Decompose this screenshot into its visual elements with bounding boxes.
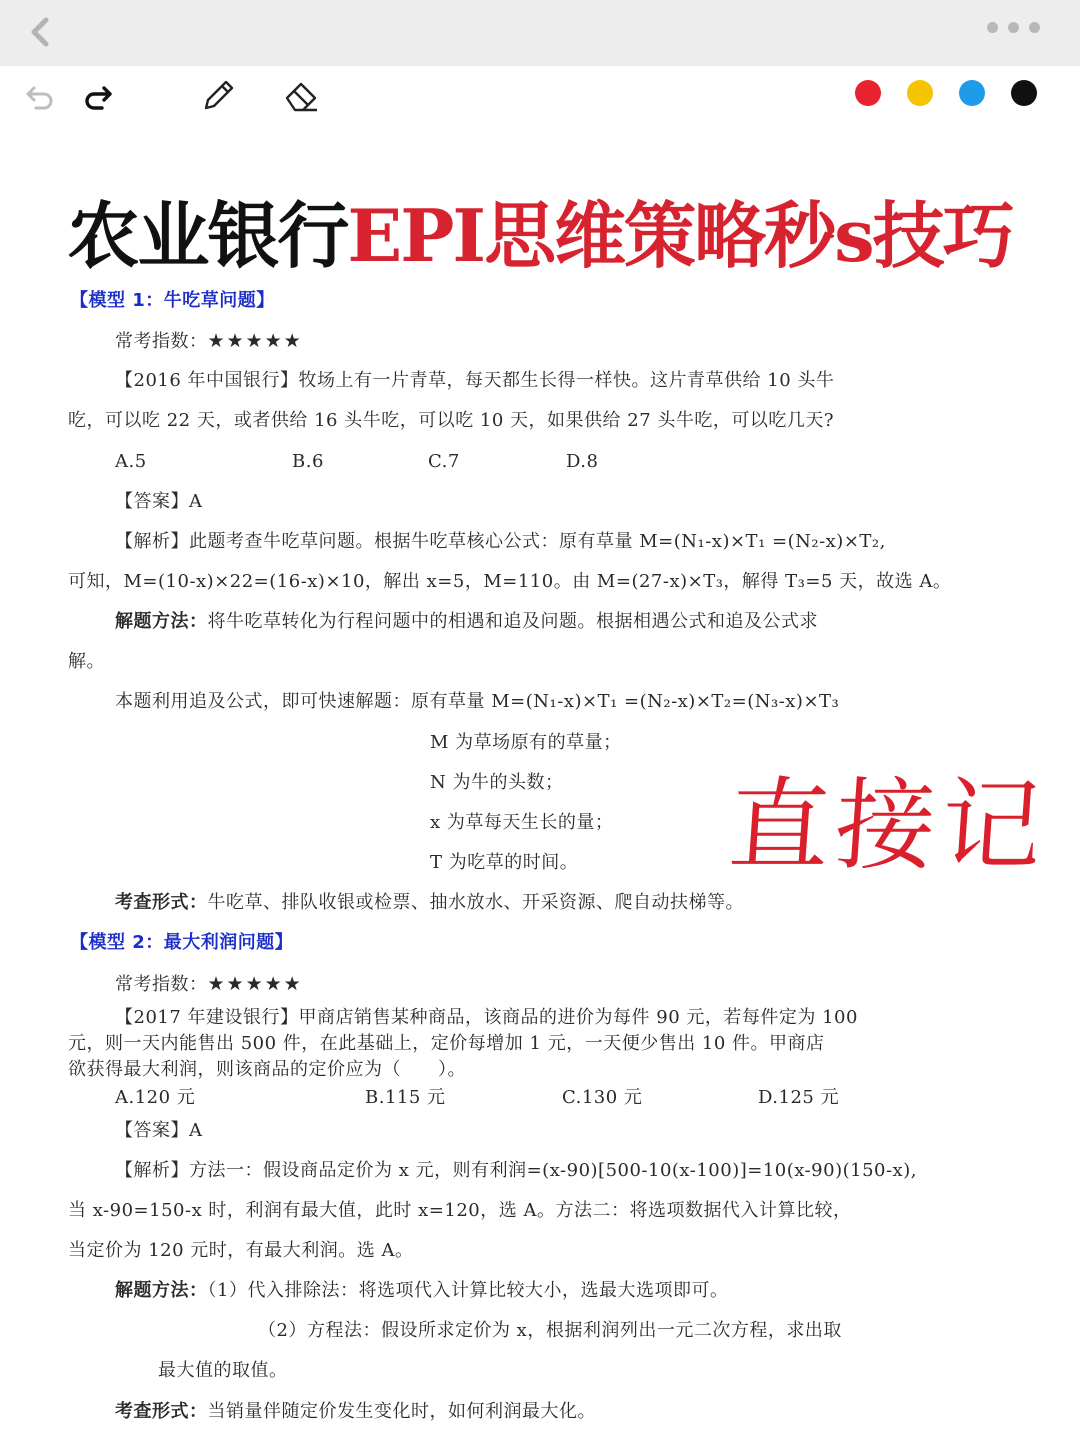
form-text: 当销量伴随定价发生变化时，如何利润最大化。 xyxy=(207,1401,596,1422)
color-red-swatch[interactable] xyxy=(855,80,881,106)
redo-icon xyxy=(82,82,114,110)
model1-method-line: 解。 xyxy=(68,651,105,672)
star-rating: ★★★★★ xyxy=(207,330,303,352)
model2-analysis-line: 【解析】方法一：假设商品定价为 x 元，则有利润=(x-90)[500-10(x-100)]=10(x-90)(150-x), xyxy=(115,1160,917,1181)
handwritten-annotation: 直接记 xyxy=(725,767,1052,884)
form-label: 考查形式： xyxy=(115,1401,208,1422)
model1-analysis-line: 可知，M=(10-x)×22=(16-x)×10，解出 x=5，M=110。由 M=(27-x)×T₃，解得 T₃=5 天，故选 A。 xyxy=(68,571,952,592)
more-horizontal-icon xyxy=(1029,22,1040,33)
model2-method-line: （2）方程法：假设所求定价为 x，根据利润列出一元二次方程，求出取 xyxy=(258,1320,842,1341)
model1-option: B.6 xyxy=(292,451,324,472)
index-label: 常考指数： xyxy=(115,974,208,995)
model1-method xyxy=(115,610,818,634)
model2-option: C.130 元 xyxy=(562,1087,643,1108)
pen-button[interactable] xyxy=(196,74,240,118)
undo-icon xyxy=(24,82,56,110)
method-text: （1）代入排除法：将选项代入计算比较大小，选最大选项即可。 xyxy=(207,1280,729,1301)
redo-button[interactable] xyxy=(76,74,120,118)
model2-form xyxy=(115,1400,596,1424)
model1-answer: 【答案】A xyxy=(115,491,203,512)
color-black-swatch[interactable] xyxy=(1011,80,1037,106)
index-label: 常考指数： xyxy=(115,331,208,352)
model2-option: B.115 元 xyxy=(365,1087,446,1108)
model2-answer: 【答案】A xyxy=(115,1120,203,1141)
color-yellow-swatch[interactable] xyxy=(907,80,933,106)
model2-index xyxy=(115,972,303,997)
model2-analysis-line: 当 x-90=150-x 时，利润有最大值，此时 x=120，选 A。方法二：将选项数据代入计算比较， xyxy=(68,1200,852,1221)
model1-variable: M 为草场原有的草量； xyxy=(430,732,622,753)
model1-question-line: 【2016 年中国银行】牧场上有一片青草，每天都生长得一样快。这片青草供给 10 头牛 xyxy=(115,370,835,391)
star-rating: ★★★★★ xyxy=(207,973,303,995)
more-horizontal-icon xyxy=(987,22,998,33)
method-text: 将牛吃草转化为行程问题中的相遇和追及问题。根据相遇公式和追及公式求 xyxy=(207,611,818,632)
model2-method xyxy=(115,1279,728,1303)
eraser-button[interactable] xyxy=(280,74,324,118)
more-menu-button[interactable] xyxy=(987,22,1040,33)
top-bar xyxy=(0,0,1080,66)
model1-variable: x 为草每天生长的量； xyxy=(430,812,614,833)
model2-heading: 【模型 2：最大利润问题】 xyxy=(70,932,294,953)
model2-question-line: 元，则一天内能售出 500 件，在此基础上，定价每增加 1 元，一天便少售出 10 件。甲商店 xyxy=(68,1033,825,1054)
method-label: 解题方法： xyxy=(115,611,208,632)
pen-icon xyxy=(200,78,236,114)
model2-option: A.120 元 xyxy=(115,1087,196,1108)
model1-form xyxy=(115,891,744,915)
undo-button[interactable] xyxy=(18,74,62,118)
page-title xyxy=(0,178,1080,282)
model1-formula: 本题利用追及公式，即可快速解题：原有草量 M=(N₁-x)×T₁ =(N₂-x)×T₂=(N₃-x)×T₃ xyxy=(115,691,840,712)
method-label: 解题方法： xyxy=(115,1280,208,1301)
model1-variable: T 为吃草的时间。 xyxy=(430,852,579,873)
model1-heading: 【模型 1：牛吃草问题】 xyxy=(70,290,275,311)
model1-option: C.7 xyxy=(428,451,460,472)
model1-question-line: 吃，可以吃 22 天，或者供给 16 头牛吃，可以吃 10 天，如果供给 27 头牛吃，可以吃几天? xyxy=(68,410,835,431)
model2-method-line: 最大值的取值。 xyxy=(158,1360,288,1381)
title-red-part: EPI思维策略秒s技巧 xyxy=(347,193,1013,278)
back-button[interactable] xyxy=(20,12,60,52)
model1-option: A.5 xyxy=(115,451,147,472)
model2-analysis-line: 当定价为 120 元时，有最大利润。选 A。 xyxy=(68,1240,414,1261)
form-label: 考查形式： xyxy=(115,892,208,913)
model1-option: D.8 xyxy=(566,451,599,472)
model2-option: D.125 元 xyxy=(758,1087,840,1108)
model2-question-line: 【2017 年建设银行】甲商店销售某种商品，该商品的进价为每件 90 元，若每件定为 100 xyxy=(115,1007,858,1028)
form-text: 牛吃草、排队收银或检票、抽水放水、开采资源、爬自动扶梯等。 xyxy=(207,892,744,913)
model1-analysis-line: 【解析】此题考查牛吃草问题。根据牛吃草核心公式：原有草量 M=(N₁-x)×T₁ =(N₂-x)×T₂, xyxy=(115,531,886,552)
chevron-left-icon xyxy=(26,16,54,48)
model2-question-line: 欲获得最大利润，则该商品的定价应为（ ）。 xyxy=(68,1059,466,1080)
more-horizontal-icon xyxy=(1008,22,1019,33)
model1-variable: N 为牛的头数； xyxy=(430,772,564,793)
title-black-part: 农业银行 xyxy=(67,193,348,278)
color-blue-swatch[interactable] xyxy=(959,80,985,106)
eraser-icon xyxy=(283,78,321,114)
model1-index xyxy=(115,329,303,354)
